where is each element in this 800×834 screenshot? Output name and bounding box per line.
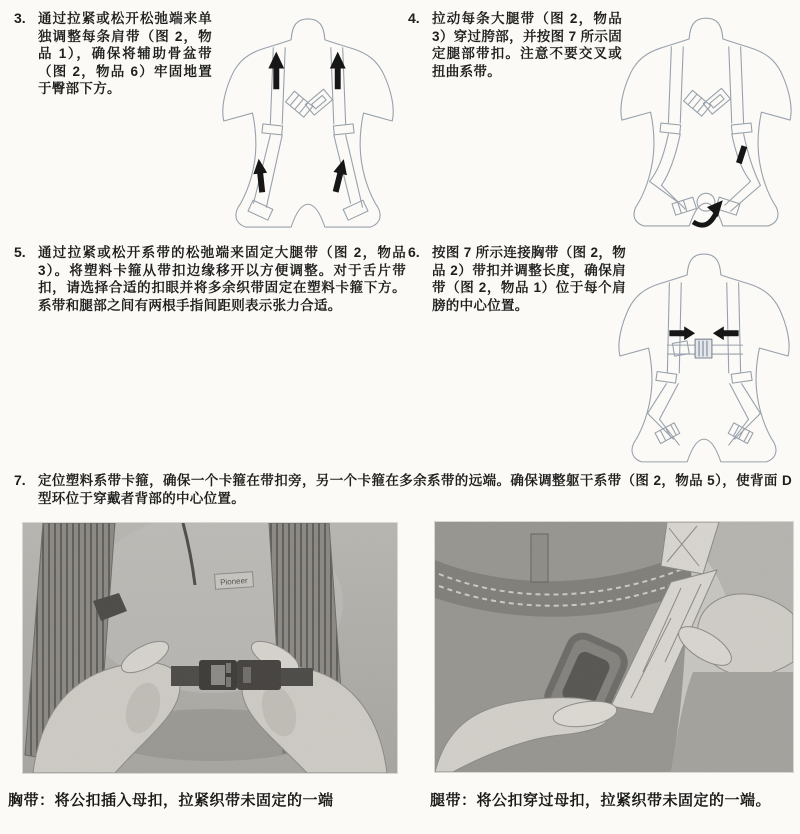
step-6 (408, 244, 626, 314)
step-4 (408, 10, 622, 80)
step-3-text: 通过拉紧或松开松弛端来单独调整每条肩带（图 2，物品 1），确保将辅助骨盆带（图 2，物品 6）牢固地置于臀部下方。 (38, 11, 212, 96)
harness-shoulder-straps-up-arrows-icon (212, 12, 404, 230)
torso-outline (621, 18, 791, 226)
step-5 (14, 244, 406, 314)
leg-strap-caption: 腿带：将公扣穿过母扣，拉紧织带未固定的一端。 (430, 792, 772, 809)
chest-strap-caption: 胸带：将公扣插入母扣，拉紧织带未固定的一端 (8, 792, 334, 809)
figure-shoulder-adjust (212, 12, 404, 230)
up-arrow-icon (252, 52, 351, 194)
figure-chest-strap-connect (610, 246, 798, 468)
chest-buckle-photo (23, 523, 397, 773)
step-4-text: 拉动每条大腿带（图 2，物品 3）穿过胯部，并按图 7 所示固定腿部带扣。注意不要交叉或扭曲系带。 (432, 11, 622, 79)
step-4-number: 4. (408, 10, 420, 26)
figure-leg-strap-thread (612, 10, 800, 242)
torso-outline (223, 19, 393, 227)
harness-chest-strap-connect-arrows-icon (610, 246, 798, 468)
step-6-text: 按图 7 所示连接胸带（图 2，物品 2）带扣并调整长度，确保肩带（图 2，物品 1）位于每个肩膀的中心位置。 (432, 245, 626, 313)
step-3 (14, 10, 212, 98)
step-5-text: 通过拉紧或松开系带的松弛端来固定大腿带（图 2，物品 3）。将塑料卡箍从带扣边缘移开以方便调整。对于舌片带扣，请选择合适的扣眼并将多余织带固定在塑料卡箍下方。系带和腿部之间有两根手指间距则表示张力合适。 (38, 245, 406, 313)
harness-leg-strap-thread-arrow-icon (612, 10, 800, 242)
leg-strap-photo (435, 522, 793, 772)
step-3-number: 3. (14, 10, 26, 26)
step-7-number: 7. (14, 472, 26, 488)
svg-text:Pioneer: Pioneer (219, 576, 248, 587)
step-6-number: 6. (408, 244, 420, 260)
step-5-number: 5. (14, 244, 26, 260)
step-7 (14, 472, 792, 507)
step-7-text: 定位塑料系带卡箍，确保一个卡箍在带扣旁，另一个卡箍在多余系带的远端。确保调整躯干系带（图 2，物品 5），使背面 D 型环位于穿戴者背部的中心位置。 (38, 473, 792, 506)
